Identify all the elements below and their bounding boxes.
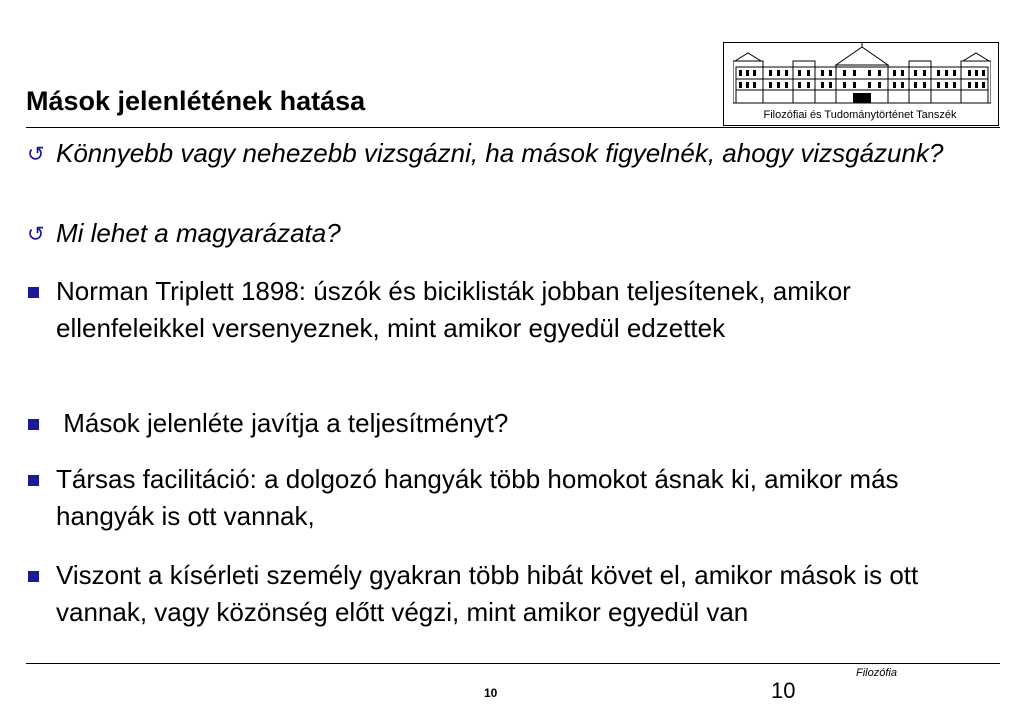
university-building-logo (733, 43, 991, 107)
bullet-text: Mások jelenléte javítja a teljesítményt? (56, 408, 509, 438)
slide-title: Mások jelenlétének hatása (26, 86, 366, 116)
header-divider (26, 127, 1000, 128)
square-bullet-icon (28, 287, 39, 298)
bullet-text: Társas facilitáció: a dolgozó hangyák több homokot ásnak ki, amikor más hangyák is ott vannak, (56, 464, 899, 531)
circular-arrow-icon: ↺ (27, 143, 45, 166)
square-bullet-icon (28, 475, 39, 486)
page-number-large: 10 (771, 678, 796, 703)
square-bullet-icon (28, 419, 39, 430)
bullet-text: Könnyebb vagy nehezebb vizsgázni, ha mások figyelnék, ahogy vizsgázunk? (56, 138, 944, 168)
page-number-small: 10 (484, 686, 498, 700)
square-bullet-icon (28, 571, 39, 582)
footer-divider (26, 663, 1000, 664)
bullet-text: Viszont a kísérleti személy gyakran több hibát követ el, amikor mások is ott vannak, vagy közönség előtt végzi, mint amikor egyedül van (56, 560, 919, 627)
footer-label: Filozófia (856, 667, 897, 679)
department-caption: Filozófiai és Tudománytörténet Tanszék (763, 109, 957, 121)
circular-arrow-icon: ↺ (27, 223, 45, 246)
bullet-text: Norman Triplett 1898: úszók és biciklisták jobban teljesítenek, amikor ellenfeleikkel versenyeznek, mint amikor egyedül edzettek (56, 276, 851, 343)
bullet-text: Mi lehet a magyarázata? (56, 218, 341, 248)
